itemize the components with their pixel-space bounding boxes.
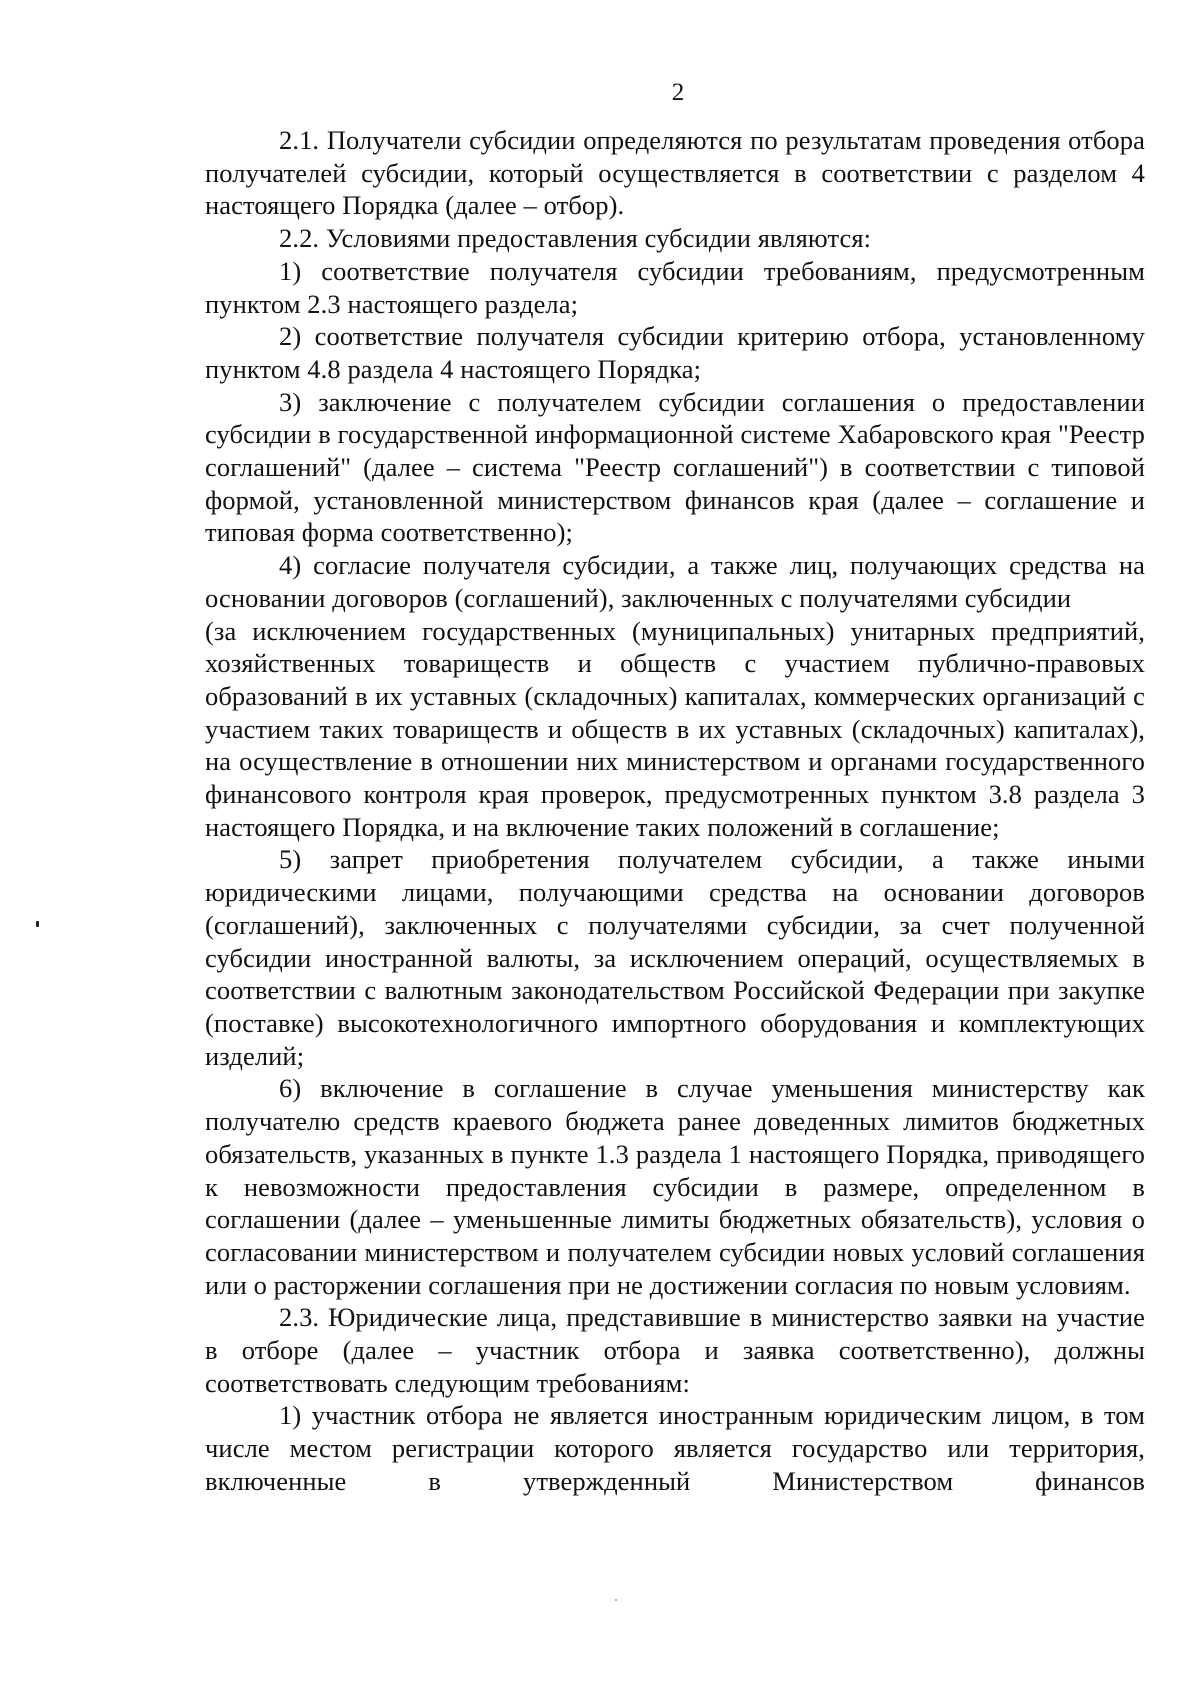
paragraph-2-2-item-4-continuation: (за исключением государственных (муниципальных) унитарных предприятий, хозяйственных товариществ и обществ с участием публично-правовых образований в их уставных (складочных) капиталах, коммерческих организаций с участием таких товариществ и обществ в их уставных (складочных) капиталах), на осуществление в отношении них министерством и органами государственного финансового контроля края проверок, предусмотренных пунктом 3.8 раздела 3 настоящего Порядка, и на включение таких положений в соглашение; (205, 615, 1145, 842)
paragraph-2-2-item-1: 1) соответствие получателя субсидии требованиям, предусмотренным пунктом 2.3 настоящего раздела; (205, 255, 1145, 319)
paragraph-2-3-item-1: 1) участник отбора не является иностранным юридическим лицом, в том числе местом регистрации которого является государство или территория, включенные в утвержденный Министерством финансов (205, 1400, 1145, 1496)
scan-artifact-dot (615, 1599, 617, 1601)
document-body (205, 124, 1145, 1498)
paragraph-2-2-item-3: 3) заключение с получателем субсидии соглашения о предоставлении субсидии в государственной информационной системе Хабаровского края "Реестр соглашений" (далее – система "Реестр соглашений") в соответствии с типовой формой, установленной министерством финансов края (далее – соглашение и типовая форма соответственно); (205, 386, 1145, 548)
paragraph-2-2-item-2: 2) соответствие получателя субсидии критерию отбора, установленному пунктом 4.8 раздела 4 настоящего Порядка; (205, 321, 1145, 384)
paragraph-2-2-item-6: 6) включение в соглашение в случае уменьшения министерству как получателю средств краевого бюджета ранее доведенных лимитов бюджетных обязательств, указанных в пункте 1.3 раздела 1 настоящего Порядка, приводящего к невозможности предоставления субсидии в размере, определенном в соглашении (далее – уменьшенные лимиты бюджетных обязательств), условия о согласовании министерством и получателем субсидии новых условий соглашения или о расторжении соглашения при не достижении согласия по новым условиям. (205, 1073, 1145, 1300)
paragraph-2-2: 2.2. Условиями предоставления субсидии являются: (279, 223, 872, 254)
paragraph-2-2-item-5: 5) запрет приобретения получателем субсидии, а также иными юридическими лицами, получающими средства на основании договоров (соглашений), заключенных с получателями субсидии, за счет полученной субсидии иностранной валюты, за исключением операций, осуществляемых в соответствии с валютным законодательством Российской Федерации при закупке (поставке) высокотехнологичного импортного оборудования и комплектующих изделий; (205, 844, 1145, 1071)
scan-artifact-mark (36, 921, 39, 927)
page-number: 2 (671, 79, 685, 106)
paragraph-2-3: 2.3. Юридические лица, представившие в министерство заявки на участие в отборе (далее – участник отбора и заявка соответственно), должны соответствовать следующим требованиям: (205, 1302, 1145, 1398)
paragraph-2-2-item-4-start: 4) согласие получателя субсидии, а также лиц, получающих средства на основании договоров (соглашений), заключенных с получателями субсидии (205, 550, 1145, 613)
paragraph-2-1: 2.1. Получатели субсидии определяются по результатам проведения отбора получателей субсидии, который осуществляется в соответствии с разделом 4 настоящего Порядка (далее – отбор). (205, 125, 1145, 221)
